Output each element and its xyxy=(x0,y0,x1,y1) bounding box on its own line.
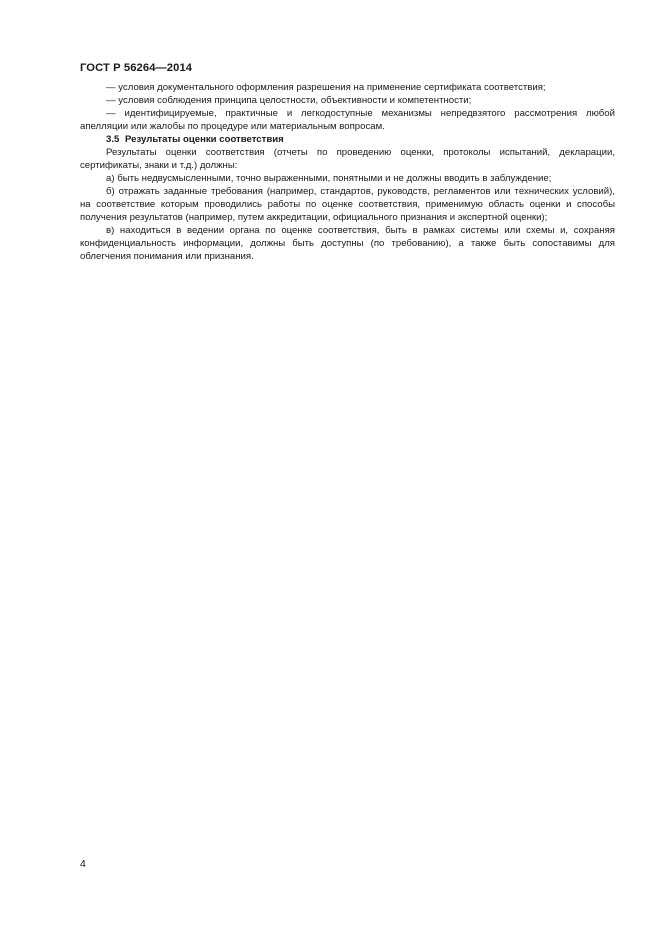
page-number: 4 xyxy=(80,858,86,870)
section-heading xyxy=(80,133,615,146)
list-item-appeals: — идентифицируемые, практичные и легкодоступные механизмы непредвзятого рассмотрения любой апелляции или жалобы по процедуре или материальным вопросам. xyxy=(80,108,615,132)
document-body xyxy=(80,81,615,263)
section-title: Результаты оценки соответствия xyxy=(125,134,284,145)
paragraph-item-c: в) находиться в ведении органа по оценке соответствия, быть в рамках системы или схемы и, сохраняя конфиденциальность информации, должны быть доступны (по требованию), а также быть сопоставимы для облегчения понимания или признания. xyxy=(80,225,615,262)
list-item-integrity: — условия соблюдения принципа целостности, объективности и компетентности; xyxy=(106,95,472,106)
list-item-documentation: — условия документального оформления разрешения на применение сертификата соответствия; xyxy=(106,82,546,93)
paragraph-item-a: а) быть недвусмысленными, точно выраженными, понятными и не должны вводить в заблуждение; xyxy=(106,173,552,184)
paragraph-intro: Результаты оценки соответствия (отчеты по проведению оценки, протоколы испытаний, декларации, сертификаты, знаки и т.д.) должны: xyxy=(80,147,615,171)
document-header-title: ГОСТ Р 56264—2014 xyxy=(80,62,193,74)
paragraph-item-b: б) отражать заданные требования (например, стандартов, руководств, регламентов или технических условий), на соответствие которым проводились работы по оценке соответствия, применимую область оценки и способы получения результатов (например, путем аккредитации, официального признания и экспертной оценки); xyxy=(80,186,615,223)
section-number: 3.5 xyxy=(106,134,120,145)
